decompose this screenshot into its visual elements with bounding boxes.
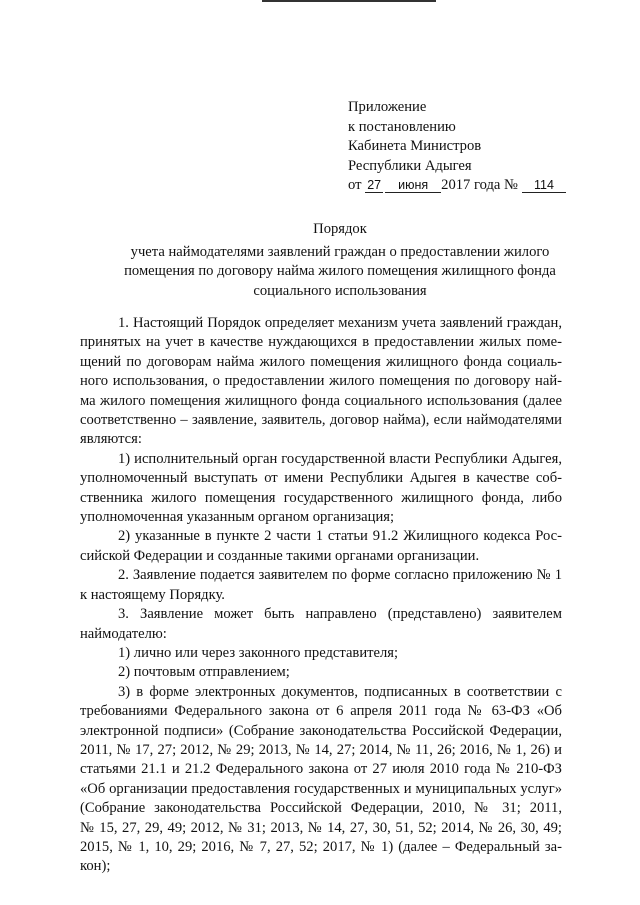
body-line: ма жилого помещения жилищного фонда социального использования (далее [80, 392, 562, 409]
date-year: 2017 года № [441, 177, 518, 194]
date-day-field: 27 [365, 178, 383, 193]
appendix-line: Республики Адыгея [348, 157, 472, 174]
body-line: кон); [80, 858, 111, 875]
body-line: 2) почтовым отправлением; [118, 664, 290, 681]
date-prefix: от [348, 177, 362, 194]
body-line: 2015, № 1, 10, 29; 2016, № 7, 27, 52; 2017, № 1) (далее – Федеральный за- [80, 838, 562, 855]
body-line: к настоящему Порядку. [80, 586, 225, 603]
document-body [80, 314, 562, 877]
body-line: 3) в форме электронных документов, подписанных в соответствии с [118, 683, 562, 700]
body-line: уполномоченный выступать от имени Республики Адыгея в качестве соб- [80, 470, 562, 487]
document-title: Порядок [313, 221, 367, 237]
document-subtitle-line: помещения по договору найма жилого помещения жилищного фонда [124, 263, 556, 280]
body-line: № 15, 27, 29, 49; 2012, № 31; 2013, № 14, 27, 30, 51, 52; 2014, № 26, 30, 49; [80, 819, 562, 836]
appendix-line: к постановлению [348, 118, 456, 135]
body-line: уполномоченная указанным органом организация; [80, 509, 395, 526]
document-subtitle-line: социального использования [253, 282, 427, 299]
body-line: ственника жилого помещения государственного жилищного фонда, либо [80, 489, 562, 506]
body-line: электронной подписи» (Собрание законодательства Российской Федерации, [80, 722, 562, 739]
body-line: щений по договорам найма жилого помещения жилищного фонда социаль- [80, 353, 562, 370]
body-line: 2. Заявление подается заявителем по форме согласно приложению № 1 [118, 567, 562, 584]
appendix-date-line [348, 176, 566, 196]
body-line: 2011, № 17, 27; 2012, № 29; 2013, № 14, 27; 2014, № 11, 26; 2016, № 1, 26) и [80, 741, 562, 758]
body-line: соответственно – заявление, заявитель, договор найма), если наймодателями [80, 412, 562, 429]
appendix-line: Приложение [348, 99, 427, 115]
body-line: 1) исполнительный орган государственной власти Республики Адыгея, [118, 450, 562, 467]
resolution-number-field: 114 [522, 178, 566, 193]
document-subtitle-line: учета наймодателями заявлений граждан о предоставлении жилого [130, 244, 550, 261]
body-line: ного использования, о предоставлении жилого помещения по договору най- [80, 373, 562, 390]
body-line: наймодателю: [80, 625, 167, 642]
body-line: принятых на учет в качестве нуждающихся в предоставлении жилых поме- [80, 334, 562, 351]
body-line: требованиями Федерального закона от 6 апреля 2011 года № 63-ФЗ «Об [80, 703, 562, 720]
body-line: статьями 21.1 и 21.2 Федерального закона от 27 июля 2010 года № 210-ФЗ [80, 761, 562, 778]
appendix-line: Кабинета Министров [348, 138, 482, 155]
body-line: 1) лично или через законного представителя; [118, 644, 399, 661]
body-line: 2) указанные в пункте 2 части 1 статьи 91.2 Жилищного кодекса Рос- [118, 528, 562, 545]
body-line: 1. Настоящий Порядок определяет механизм учета заявлений граждан, [118, 315, 562, 331]
document-heading [60, 220, 620, 301]
date-month-field: июня [385, 178, 441, 193]
appendix-block [348, 98, 566, 196]
body-line: 3. Заявление может быть направлено (представлено) заявителем [118, 606, 562, 623]
body-line: «Об организации предоставления государственных и муниципальных услуг» [80, 780, 562, 797]
body-line: сийской Федерации и созданные такими органами организации. [80, 547, 480, 564]
top-rule [262, 0, 436, 2]
body-line: являются: [80, 431, 142, 448]
body-line: (Собрание законодательства Российской Федерации, 2010, № 31; 2011, [80, 800, 562, 817]
